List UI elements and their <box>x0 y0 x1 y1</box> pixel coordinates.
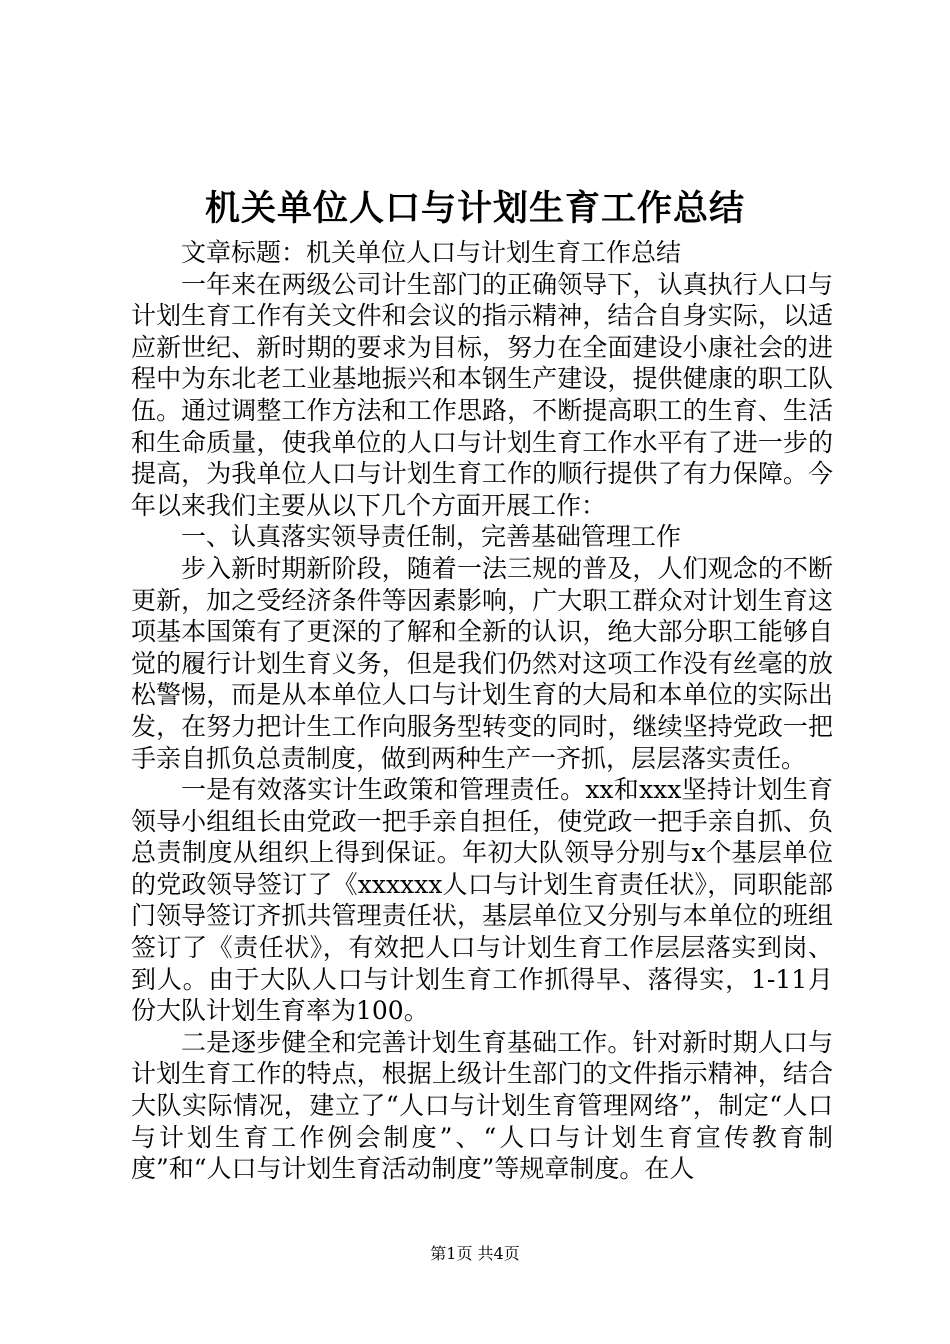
body-paragraph: 二是逐步健全和完善计划生育基础工作。针对新时期人口与计划生育工作的特点，根据上级计生部门的文件指示精神，结合大队实际情况，建立了“人口与计划生育管理网络”，制定“人口与计划生育工作例会制度”、“人口与计划生育宣传教育制度”和“人口与计划生育活动制度”等规章制度。在人 <box>131 1027 833 1184</box>
article-title-line: 文章标题：机关单位人口与计划生育工作总结 <box>181 238 682 267</box>
page-footer: 第1页 共4页 <box>430 1244 520 1263</box>
body-paragraph: 步入新时期新阶段，随着一法三规的普及，人们观念的不断更新，加之受经济条件等因素影响，广大职工群众对计划生育这项基本国策有了更深的了解和全新的认识，绝大部分职工能够自觉的履行计划生育义务，但是我们仍然对这项工作没有丝毫的放松警惕，而是从本单位人口与计划生育的大局和本单位的实际出发，在努力把计生工作向服务型转变的同时，继续坚持党政一把手亲自抓负总责制度，做到两种生产一齐抓，层层落实责任。 <box>131 553 833 773</box>
intro-paragraph: 一年来在两级公司计生部门的正确领导下，认真执行人口与计划生育工作有关文件和会议的指示精神，结合自身实际，以适应新世纪、新时期的要求为目标，努力在全面建设小康社会的进程中为东北老工业基地振兴和本钢生产建设，提供健康的职工队伍。通过调整工作方法和工作思路，不断提高职工的生育、生活和生命质量，使我单位的人口与计划生育工作水平有了进一步的提高，为我单位人口与计划生育工作的顺行提供了有力保障。今年以来我们主要从以下几个方面开展工作： <box>131 269 833 520</box>
body-paragraph: 一是有效落实计生政策和管理责任。xx和xxx坚持计划生育领导小组组长由党政一把手亲自担任，使党政一把手亲自抓、负总责制度从组织上得到保证。年初大队领导分别与x个基层单位的党政领导签订了《xxxxxx人口与计划生育责任状》，同职能部门领导签订齐抓共管理责任状，基层单位又分别与本单位的班组签订了《责任状》，有效把人口与计划生育工作层层落实到岗、到人。由于大队人口与计划生育工作抓得早、落得实，1-11月份大队计划生育率为100。 <box>131 775 833 1026</box>
page-title: 机关单位人口与计划生育工作总结 <box>204 188 745 229</box>
section-heading: 一、认真落实领导责任制，完善基础管理工作 <box>181 522 682 552</box>
document-body <box>131 237 833 1185</box>
